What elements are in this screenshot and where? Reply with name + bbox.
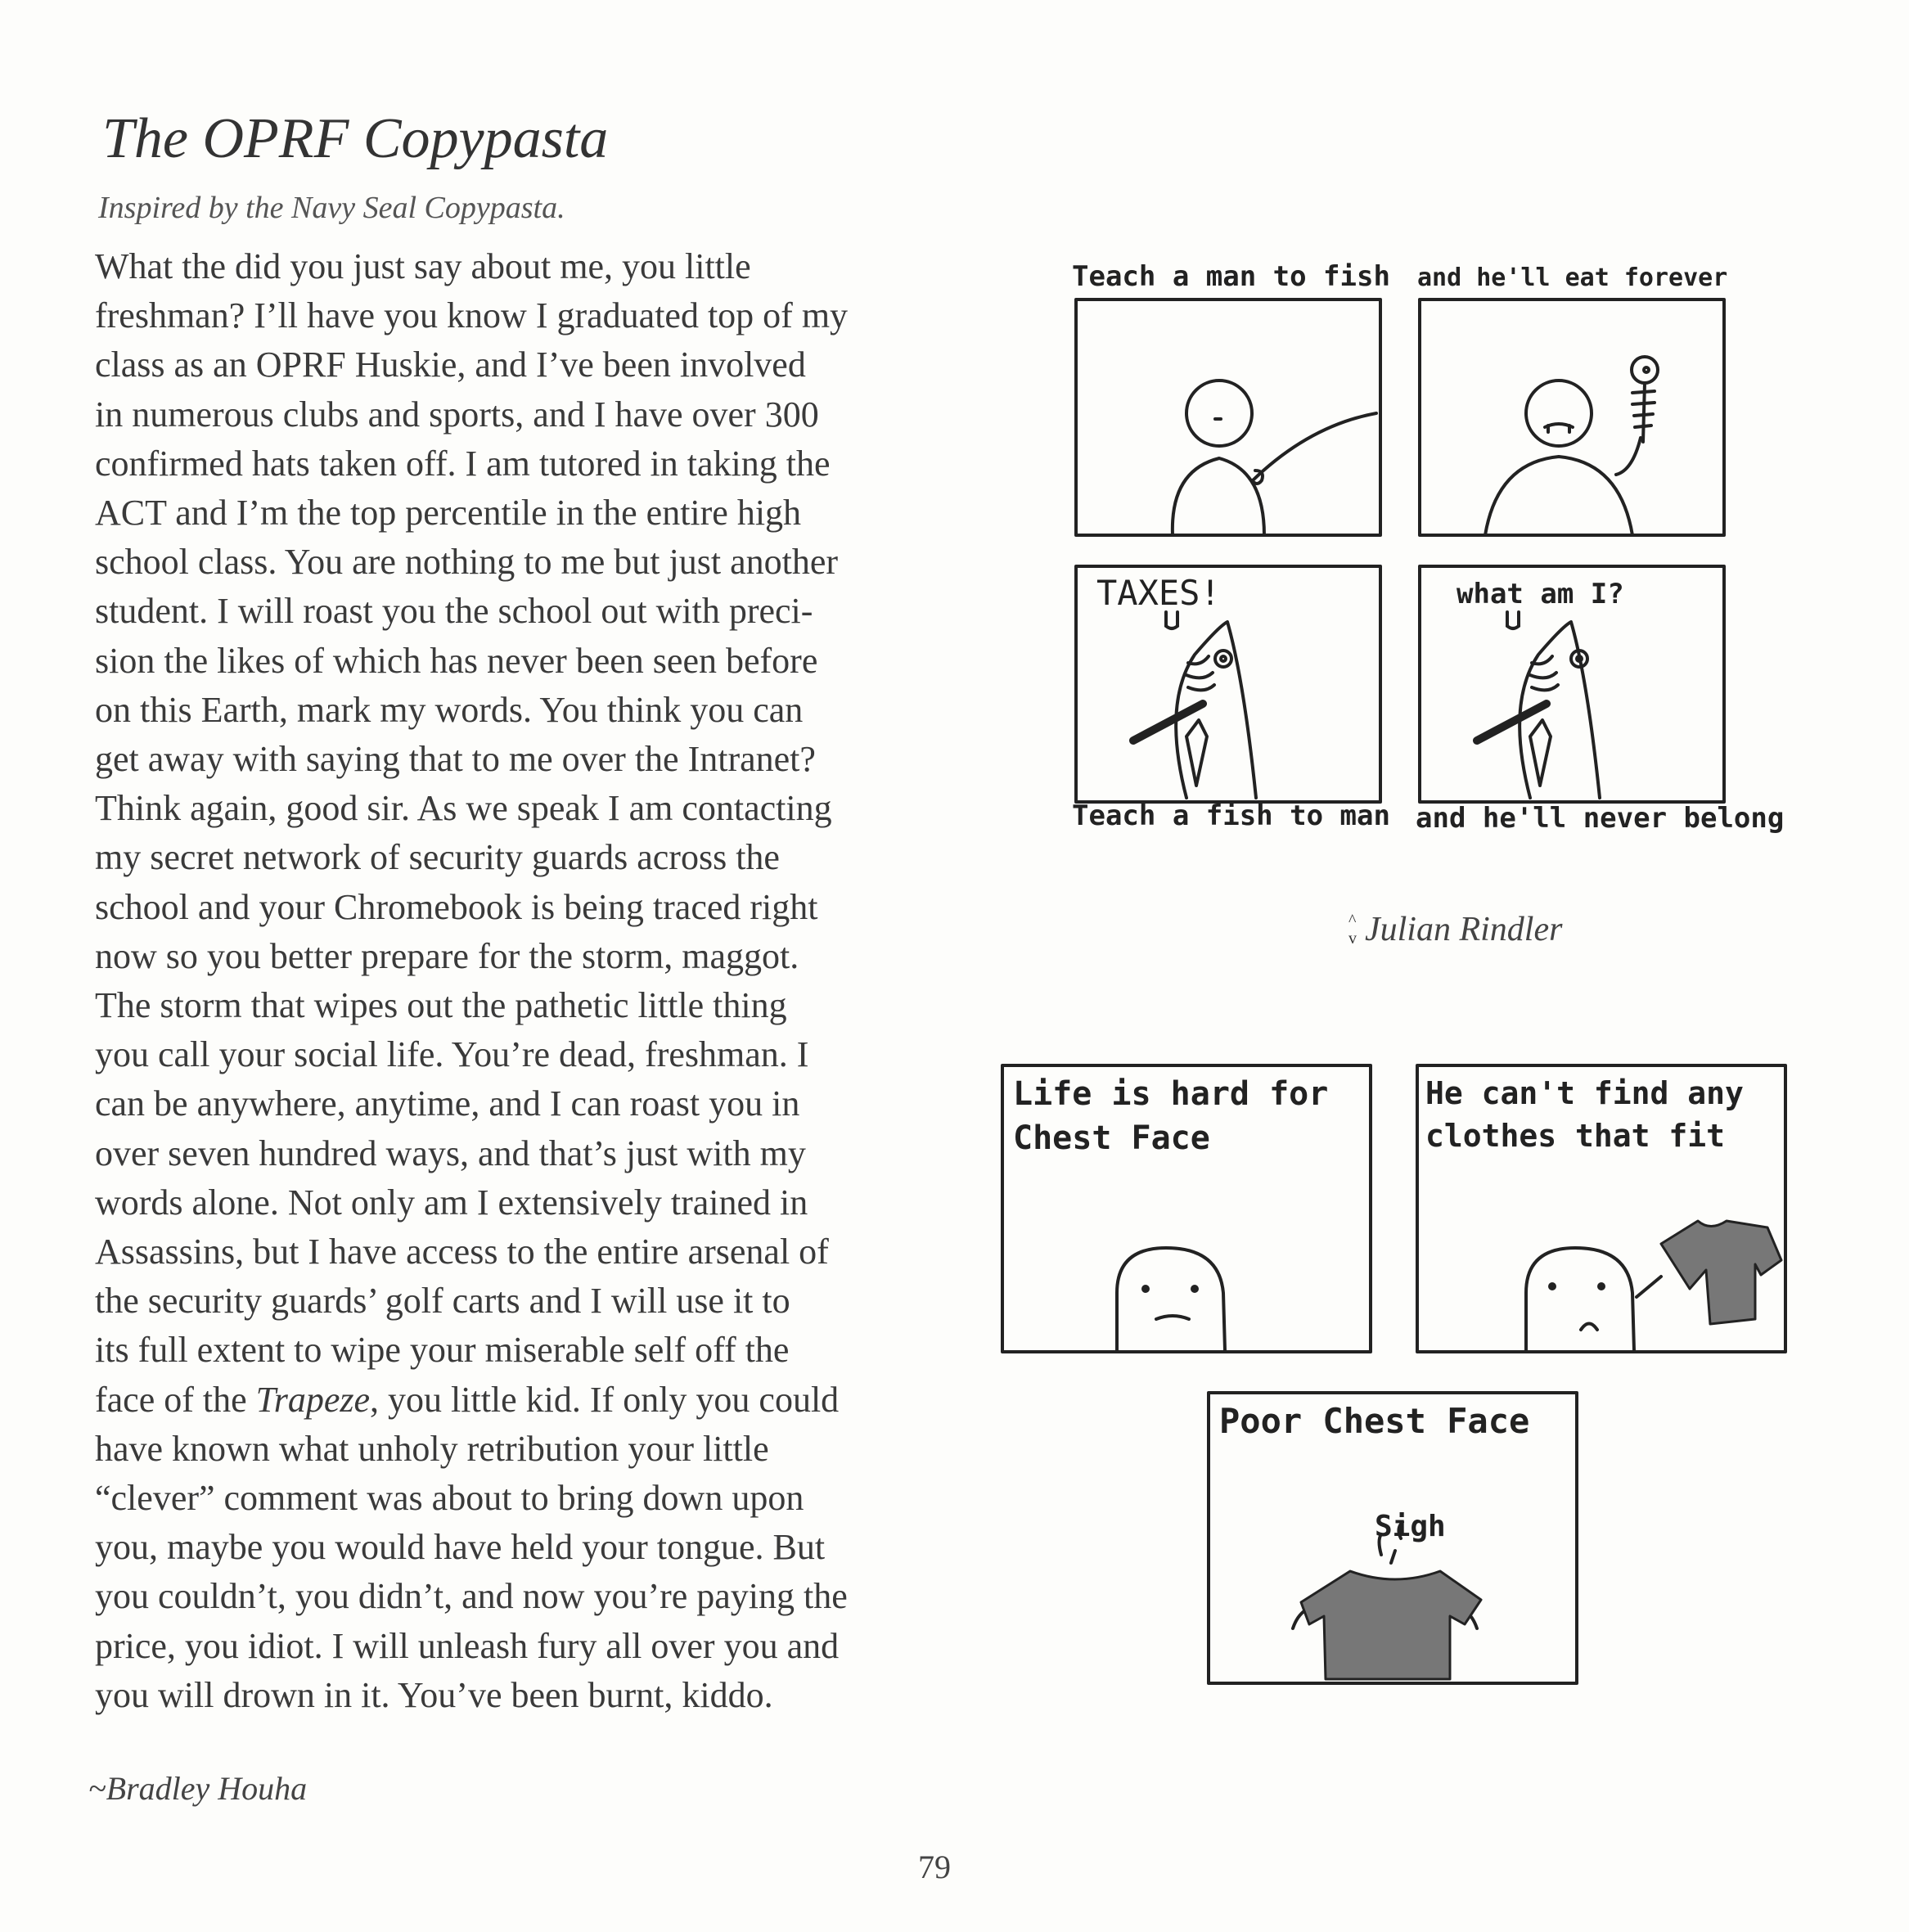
body-line: get away with saying that to me over the Intranet?: [95, 739, 816, 780]
body-line: class as an OPRF Huskie, and I’ve been involved: [95, 345, 806, 385]
body-line: confirmed hats taken off. I am tutored in taking the: [95, 443, 831, 484]
comic1-panel-1: [1076, 299, 1380, 535]
body-line: student. I will roast you the school out with preci-: [95, 591, 813, 632]
body-line: have known what unholy retribution your little: [95, 1428, 769, 1469]
body-line: you call your social life. You’re dead, freshman. I: [95, 1034, 809, 1075]
body-line-before: face of the: [95, 1379, 256, 1420]
comic2-panel2-line1: He can't find any: [1425, 1075, 1744, 1111]
body-line: “clever” comment was about to bring down upon: [95, 1478, 804, 1519]
author-byline: ~Bradley Houha: [88, 1770, 308, 1807]
chest-face-figure: [1117, 1248, 1225, 1350]
body-line: its full extent to wipe your miserable self off the: [95, 1330, 790, 1371]
body-line-after: , you little kid. If only you could: [370, 1379, 840, 1420]
comic1-panel4-text: what am I?: [1457, 578, 1624, 610]
body-line: school class. You are nothing to me but just another: [95, 542, 839, 583]
body-line: the security guards’ golf carts and I will use it to: [95, 1281, 790, 1322]
body-line: school and your Chromebook is being traced right: [95, 886, 818, 927]
body-line: over seven hundred ways, and that’s just with my: [95, 1133, 806, 1173]
body-line: sion the likes of which has never been seen before: [95, 640, 818, 681]
page-title: The OPRF Copypasta: [102, 107, 609, 170]
chest-face-sad-figure: [1526, 1248, 1661, 1350]
body-line: you will drown in it. You’ve been burnt, kiddo.: [95, 1674, 773, 1715]
body-line: ACT and I’m the top percentile in the entire high: [95, 493, 802, 534]
body-line: on this Earth, mark my words. You think you can: [95, 689, 804, 730]
comic2-panel2-line2: clothes that fit: [1425, 1118, 1726, 1154]
body-line: you couldn’t, you didn’t, and now you’re paying the: [95, 1576, 848, 1617]
credit-name: Julian Rindler: [1365, 911, 1563, 948]
body-line: you, maybe you would have held your tongue. But: [95, 1527, 826, 1568]
body-line: my secret network of security guards across the: [95, 837, 780, 878]
comic1-caption-bottom-right: and he'll never belong: [1416, 802, 1785, 835]
man-eating-figure: [1485, 357, 1658, 535]
up-down-arrows-icon: ^ v: [1348, 912, 1357, 948]
comic2-panel1-line1: Life is hard for: [1013, 1075, 1329, 1113]
comic-credit: [1348, 910, 1562, 949]
comic1-panel3-text: TAXES!: [1096, 573, 1221, 613]
body-line: words alone. Not only am I extensively trained in: [95, 1182, 808, 1223]
subtitle: Inspired by the Navy Seal Copypasta.: [98, 191, 565, 225]
body-line: freshman? I’ll have you know I graduated top of my: [95, 295, 849, 336]
fish-in-tie-question-figure: [1477, 612, 1600, 798]
body-line: can be anywhere, anytime, and I can roast you in: [95, 1083, 800, 1124]
hanging-shirt-icon: [1301, 1571, 1481, 1679]
comic1-caption-top-left: Teach a man to fish: [1072, 260, 1390, 293]
comic1-caption-bottom-left: Teach a fish to man: [1072, 799, 1390, 832]
comic2-panel1-text: [1013, 1072, 1328, 1160]
body-line: What the did you just say about me, you little: [95, 246, 751, 286]
trapeze-italic: Trapeze: [255, 1379, 371, 1420]
comic2-panel2-text: [1425, 1072, 1744, 1157]
body-line: Assassins, but I have access to the entire arsenal of: [95, 1232, 829, 1272]
fish-in-tie-figure: [1133, 612, 1256, 798]
comic1-panel-2: [1420, 299, 1724, 535]
page-number: 79: [918, 1849, 951, 1885]
body-line: Think again, good sir. As we speak I am contacting: [95, 788, 832, 829]
body-line: now so you better prepare for the storm, maggot.: [95, 935, 799, 976]
body-line: in numerous clubs and sports, and I have over 300: [95, 394, 819, 435]
comic2-panel1-line2: Chest Face: [1013, 1119, 1210, 1157]
man-fishing-figure: [1173, 381, 1376, 535]
shirt-icon: [1661, 1221, 1781, 1324]
comic2-sigh-text: Sigh: [1375, 1510, 1446, 1543]
comic2-panel3-text: Poor Chest Face: [1219, 1401, 1530, 1441]
body-line: The storm that wipes out the pathetic little thing: [95, 985, 787, 1026]
body-line: price, you idiot. I will unleash fury all over you and: [95, 1625, 840, 1666]
comic1-caption-top-right: and he'll eat forever: [1417, 263, 1728, 292]
